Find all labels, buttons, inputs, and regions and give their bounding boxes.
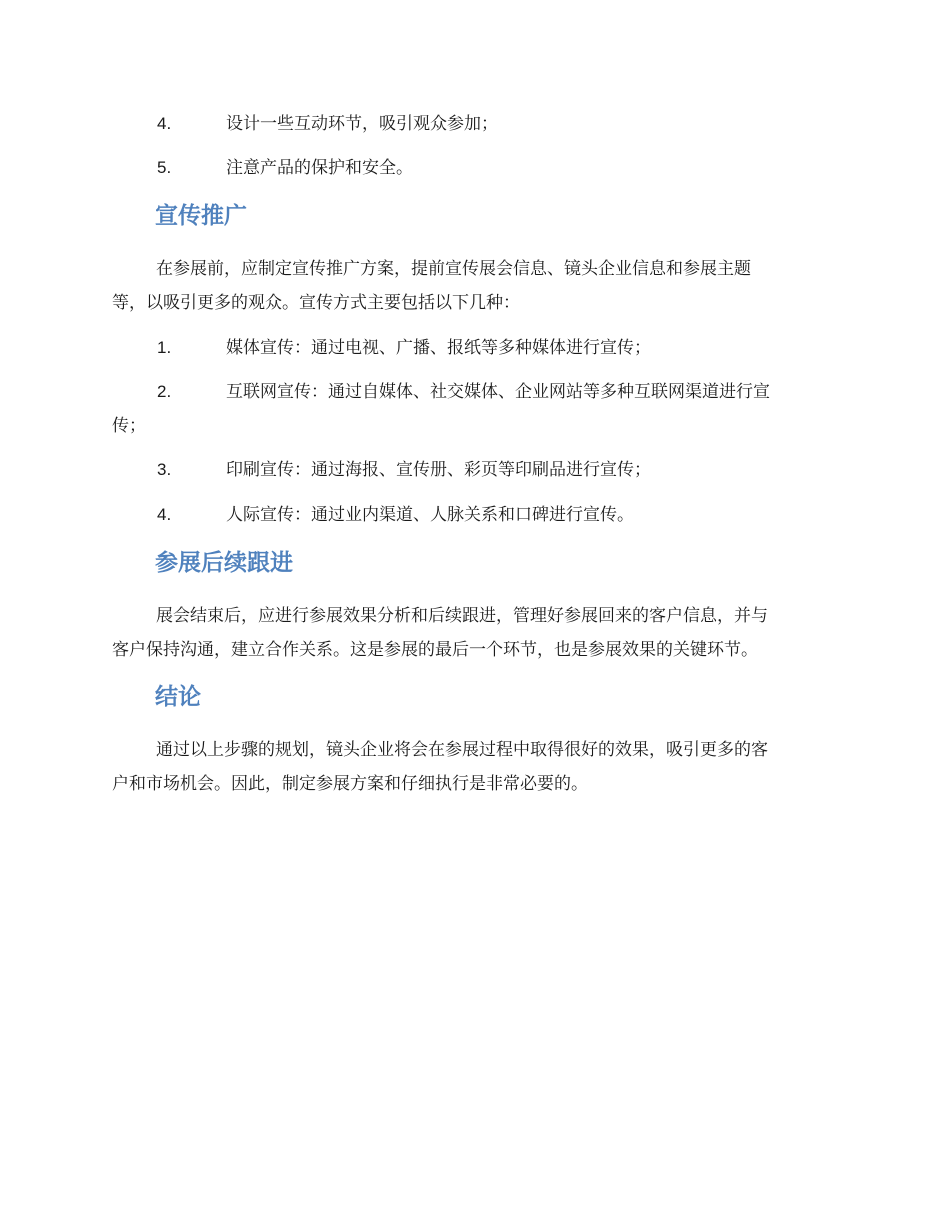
list-item-number: 2. (157, 382, 172, 401)
list-item (112, 107, 824, 141)
list-item-number: 4. (157, 505, 172, 524)
paragraph-line: 展会结束后，应进行参展效果分析和后续跟进，管理好参展回来的客户信息，并与 (156, 606, 768, 626)
list-item-number: 4. (157, 114, 172, 133)
list-item-text: 人际宣传：通过业内渠道、人脉关系和口碑进行宣传。 (226, 505, 634, 525)
list-item-text: 媒体宣传：通过电视、广播、报纸等多种媒体进行宣传； (226, 338, 651, 358)
list-item-text: 设计一些互动环节，吸引观众参加； (226, 114, 498, 134)
list-item-number: 1. (157, 338, 172, 357)
section-heading-conclusion: 结论 (155, 684, 201, 710)
conclusion-paragraph (112, 733, 828, 801)
list-item (112, 375, 824, 443)
paragraph-line: 户和市场机会。因此，制定参展方案和仔细执行是非常必要的。 (112, 774, 588, 794)
paragraph-line: 通过以上步骤的规划，镜头企业将会在参展过程中取得很好的效果，吸引更多的客 (156, 740, 768, 760)
paragraph-line: 在参展前，应制定宣传推广方案，提前宣传展会信息、镜头企业信息和参展主题 (156, 259, 751, 279)
paragraph-line: 等，以吸引更多的观众。宣传方式主要包括以下几种： (112, 293, 520, 313)
list-item (112, 331, 824, 365)
list-item (112, 453, 824, 487)
list-item-text: 互联网宣传：通过自媒体、社交媒体、企业网站等多种互联网渠道进行宣 (226, 382, 770, 402)
list-item-number: 5. (157, 158, 172, 177)
section-heading-promotion: 宣传推广 (155, 203, 247, 229)
list-item-text-continued: 传； (112, 416, 146, 436)
list-item-text: 印刷宣传：通过海报、宣传册、彩页等印刷品进行宣传； (226, 460, 651, 480)
list-item (112, 151, 824, 185)
list-item (112, 498, 824, 532)
section-heading-followup: 参展后续跟进 (155, 550, 293, 576)
followup-paragraph (112, 599, 828, 667)
paragraph-line: 客户保持沟通，建立合作关系。这是参展的最后一个环节，也是参展效果的关键环节。 (112, 640, 758, 660)
list-item-number: 3. (157, 460, 172, 479)
promo-intro-paragraph (112, 252, 828, 320)
list-item-text: 注意产品的保护和安全。 (226, 158, 413, 178)
